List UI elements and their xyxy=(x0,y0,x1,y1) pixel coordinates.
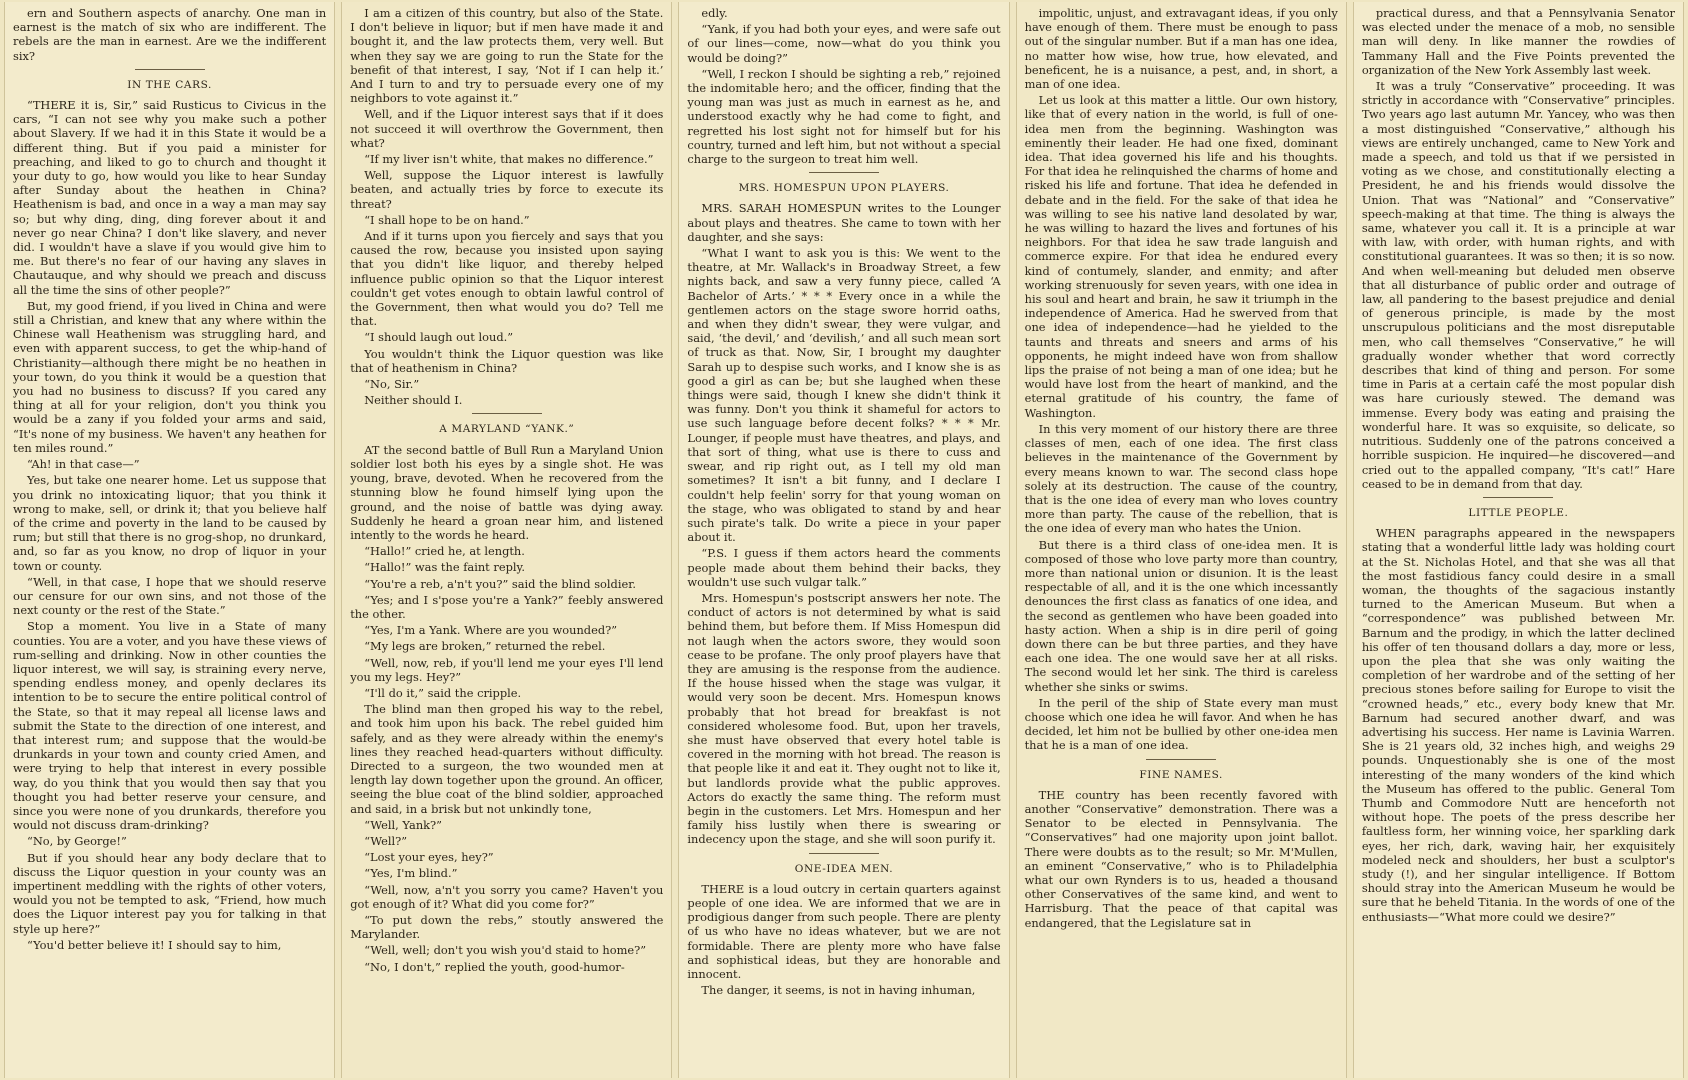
paragraph: “No, Sir.” xyxy=(364,377,420,392)
heading-block xyxy=(687,172,1000,195)
paragraph: “What I want to ask you is this: We went to the theatre, at Mr. Wallack's in Broadway Street, a few nights back, and saw a very funny piece, called ‘A Bachelor of Arts.’ * * * Every once in a while the gentlemen actors on the stage swore horrid oaths, and when they didn't swear, they were vulgar, and said, ‘the devil,’ and ‘devilish,’ and all such mean sort of truck as that. Now, Sir, I brought my daughter Sarah up to despise such works, and I know she is as good a girl as can be; but she laughed when these things were said, though I knew she didn't think it was funny. Don't you think it shameful for actors to use such language before decent folks? * * * Mr. Lounger, if people must have theatres, and plays, and that sort of thing, what use is there to cuss and swear, and rip right out, as I tell my old man sometimes? It isn't a bit funny, and I declare I couldn't help feelin' sorry for that young woman on the stage, who was obligated to stand by and hear such pirate's talk. Do write a piece in your paper about it. xyxy=(687,246,1001,545)
heading-rule xyxy=(135,69,205,70)
paragraph: “Well, now, a'n't you sorry you came? Haven't you got enough of it? What did you come for?” xyxy=(350,882,664,911)
paragraph: “No, by George!” xyxy=(27,834,127,849)
paragraph: “Well, now, reb, if you'll lend me your eyes I'll lend you my legs. Hey?” xyxy=(350,655,664,684)
paragraph: Neither should I. xyxy=(364,393,463,408)
heading-rule xyxy=(1146,759,1216,760)
paragraph: Stop a moment. You live in a State of many counties. You are a voter, and you have these views of rum-selling and drinking. Now in other counties the liquor interest, we will say, is straining every nerve, spending endless money, and openly declares its intention to be to secure the entire political control of the State, so that it may repeal all license laws and submit the State to the direction of one interest, and that interest rum; and suppose that the would-be drunkards in your town and county cried Amen, and were trying to help that interest in every possible way, do you think that you would then say that you thought you had better reserve your censure, and since you were none of you drunkards, therefore you would not discuss dram-drinking? xyxy=(13,619,327,833)
paragraph: Well, and if the Liquor interest says that if it does not succeed it will overthrow the Government, then what? xyxy=(350,107,664,150)
heading-block xyxy=(1362,497,1675,520)
paragraph: “THERE it is, Sir,” said Rusticus to Civicus in the cars, “I can not see why you make such a pother about Slavery. If we had it in this State it would be a different thing. But if you paid a minister for preaching, and liked to go to church and thought it your duty to go, how would you like to hear Sunday after Sunday about the heathen in China? Heathenism is bad, and once in a way a man may say so; but why ding, ding, ding forever about it and never go near China? I don't like slavery, and never did. I wouldn't have a slave if you would give him to me. But there's no fear of our having any slaves in Chautauque, and why should we preach and discuss all the time the sins of other people?” xyxy=(13,98,327,297)
paragraph: WHEN paragraphs appeared in the newspapers stating that a wonderful little lady was holding court at the St. Nicholas Hotel, and that she was all that the most fastidious fancy could desire in a small woman, the thoughts of the sagacious instantly turned to the American Museum. But when a “correspondence” was published between Mr. Barnum and the prodigy, in which the latter declined his offer of ten thousand dollars a day, more or less, upon the plea that she was only waiting the completion of her wardrobe and of the setting of her precious stones before sailing for Europe to visit the “crowned heads,” etc., every body knew that Mr. Barnum had secured another dwarf, and was advertising his success. Her name is Lavinia Warren. She is 21 years old, 32 inches high, and weighs 29 pounds. Unquestionably she is one of the most interesting of the many wonders of the kind which the Museum has offered to the public. General Tom Thumb and Commodore Nutt are henceforth not without hope. The poets of the press describe her faultless form, her winning voice, her sparkling dark eyes, her rich, dark, waving hair, her exquisitely modeled neck and shoulders, her bust a sculptor's study (!), and her singular intelligence. If Bottom should stray into the American Museum he would be sure that he beheld Titania. In the words of one of the enthusiasts—“What more could we desire?” xyxy=(1361,526,1676,924)
heading-block xyxy=(13,69,326,92)
article-heading: MRS. HOMESPUN UPON PLAYERS. xyxy=(738,182,950,195)
paragraph: Yes, but take one nearer home. Let us suppose that you drink no intoxicating liquor; that you think it wrong to make, sell, or drink it; that you believe half of the crime and poverty in the land to be caused by rum; but still that there is no grog-shop, no drunkard, and, so far as you know, no drop of liquor in your town or county. xyxy=(13,473,327,573)
paragraph: “Yes, I'm blind.” xyxy=(364,866,458,881)
paragraph: The blind man then groped his way to the rebel, and took him upon his back. The rebel guided him safely, and as they were already within the enemy's lines they reached head-quarters without difficulty. Directed to a surgeon, the two wounded men at length lay down together upon the ground. An officer, seeing the blue coat of the blind soldier, approached and said, in a brisk but not unkindly tone, xyxy=(350,702,664,816)
paragraph: “If my liver isn't white, that makes no difference.” xyxy=(364,152,654,167)
column-5 xyxy=(1353,2,1684,1078)
paragraph: “Well, Yank?” xyxy=(364,817,442,832)
column-1 xyxy=(4,2,335,1078)
heading-rule xyxy=(1483,497,1553,498)
paragraph: In this very moment of our history there are three classes of men, each of one idea. The first class believes in the maintenance of the Government by every means known to war. The second class hope solely at its destruction. The cause of the country, that is the one idea of every man who loves country more than party. The cause of the rebellion, that is the one idea of every man who hates the Union. xyxy=(1024,421,1338,536)
paragraph: “Hallo!” cried he, at length. xyxy=(364,544,525,559)
paragraph: The danger, it seems, is not in having inhuman, xyxy=(701,983,976,998)
article-heading: LITTLE PEOPLE. xyxy=(1468,506,1569,519)
paragraph: And if it turns upon you fiercely and says that you caused the row, because you insisted upon saying that you didn't like liquor, and thereby helped influence public opinion so that the Liquor interest couldn't get votes enough to obtain lawful control of the Government, then what would you do? Tell me that. xyxy=(350,229,664,329)
paragraph: “Yes, I'm a Yank. Where are you wounded?” xyxy=(364,623,618,638)
paragraph: “Well, in that case, I hope that we should reserve our censure for our own sins, and not those of the next county or the rest of the State.” xyxy=(13,574,327,618)
heading-rule xyxy=(809,853,879,854)
paragraph: “My legs are broken,” returned the rebel. xyxy=(364,639,606,654)
paragraph: “I'll do it,” said the cripple. xyxy=(364,685,522,700)
paragraph: I am a citizen of this country, but also of the State. I don't believe in liquor; but if men have made it and bought it, and the law protects them, very well. But when they say we are going to run the State for the benefit of that interest, I say, ‘Not if I can help it.’ And I turn to and try to persuade every one of my neighbors to vote against it.” xyxy=(350,6,664,106)
paragraph: THERE is a loud outcry in certain quarters against people of one idea. We are informed that we are in prodigious danger from such people. There are plenty of us who have no ideas whatever, but we are not formidable. There are plenty more who have false and sophistical ideas, but they are honorable and innocent. xyxy=(687,881,1001,981)
paragraph: impolitic, unjust, and extravagant ideas, if you only have enough of them. There must be enough to pass out of the singular number. But if a man has one idea, no matter how wise, how true, how elevated, and beneficent, he is a nuisance, a pest, and, in short, a man of one idea. xyxy=(1024,6,1338,92)
paragraph: ern and Southern aspects of anarchy. One man in earnest is the match of six who are indifferent. The rebels are the man in earnest. Are we the indifferent six? xyxy=(13,6,327,63)
paragraph: edly. xyxy=(701,6,728,20)
article-heading: IN THE CARS. xyxy=(127,78,212,91)
article-heading: FINE NAMES. xyxy=(1139,768,1223,781)
paragraph: “Well?” xyxy=(364,833,408,848)
column-2 xyxy=(341,2,672,1078)
paragraph: “Yes; and I s'pose you're a Yank?” feebly answered the other. xyxy=(350,592,664,621)
paragraph: But there is a third class of one-idea men. It is composed of those who love party more than country, more than national union or disunion. It is the least respectable of all, and it is the one which incessantly denounces the first class as fanatics of one idea, and the second as gentlemen who have been goaded into hasty action. When a ship is in dire peril of going down there can be but three parties, and they have each one idea. The one would save her at all risks. The second would let her sink. The third is careless whether she sinks or swims. xyxy=(1024,537,1338,694)
article-heading: ONE-IDEA MEN. xyxy=(794,862,894,875)
heading-block xyxy=(1025,759,1338,782)
heading-block xyxy=(687,853,1000,876)
paragraph: Mrs. Homespun's postscript answers her note. The conduct of actors is not determined by what is said behind them, but before them. If Miss Homespun did not laugh when the actors swore, they would soon cease to be profane. The only proof players have that they are amusing is the response from the audience. If the house hissed when the stage was vulgar, it would very soon be decent. Mrs. Homespun knows probably that hot bread for breakfast is not considered wholesome food. But, upon her travels, she must have observed that every hotel table is covered in the morning with hot bread. The reason is that people like it and eat it. They ought not to like it, but landlords provide what the public approves. Actors do exactly the same thing. The reform must begin in the customers. Let Mrs. Homespun and her family hiss lustily when there is swearing or indecency upon the stage, and she will soon purify it. xyxy=(687,590,1001,847)
article-heading: A MARYLAND “YANK.” xyxy=(439,423,575,436)
paragraph: practical duress, and that a Pennsylvania Senator was elected under the menace of a mob, no sensible man will deny. In like manner the rowdies of Tammany Hall and the Five Points prevented the organization of the New York Assembly last week. xyxy=(1361,6,1676,77)
paragraph: MRS. SARAH HOMESPUN writes to the Lounger about plays and theatres. She came to town with her daughter, and she says: xyxy=(687,201,1001,244)
heading-rule xyxy=(809,172,879,173)
column-3 xyxy=(678,2,1009,1078)
paragraph: But if you should hear any body declare that to discuss the Liquor question in your county was an impertinent meddling with the rights of other voters, would you not be tempted to ask, “Friend, how much does the Liquor interest pay you for talking in that style up here?” xyxy=(13,850,327,936)
column-4 xyxy=(1016,2,1347,1078)
heading-block xyxy=(350,413,663,436)
heading-rule xyxy=(472,413,542,414)
paragraph: “You'd better believe it! I should say to him, xyxy=(27,937,282,952)
paragraph: In the peril of the ship of State every man must choose which one idea he will favor. And when he has decided, let him not be bullied by other one-idea men that he is a man of one idea. xyxy=(1024,695,1338,753)
paragraph: “Lost your eyes, hey?” xyxy=(364,850,494,865)
paragraph: It was a truly “Conservative” proceeding. It was strictly in accordance with “Conservative” principles. Two years ago last autumn Mr. Yancey, who was then a most distinguished “Conservative,” although his views are entirely unchanged, came to New York and made a speech, and told us that if we persisted in voting as we chose, and constitutionally electing a President, he and his friends would dissolve the Union. That was “National” and “Conservative” speech-making at that time. The thing is always the same, whatever you call it. It is a principle at war with law, with order, with human rights, and with constitutional guarantees. It was so then; it is so now. And when well-meaning but deluded men observe that all disturbance of public order and outrage of law, all pandering to the basest prejudice and denial of generous principle, is made by the most unscrupulous politicians and the most disreputable men, who call themselves “Conservative,” he will gradually wonder whether that word correctly describes that kind of thing and person. For some time in Paris at a certain café the most popular dish was hare curiously stewed. The demand was immense. Every body was eating and praising the wonderful hare. It was so exquisite, so delicate, so nutritious. Suddenly one of the patrons conceived a horrible suspicion. He inquired—he discovered—and cried out to the appalled company, “It's cat!” Hare ceased to be in demand from that day. xyxy=(1361,79,1676,491)
paragraph: “Yank, if you had both your eyes, and were safe out of our lines—come, now—what do you think you would be doing?” xyxy=(687,22,1001,65)
paragraph: “You're a reb, a'n't you?” said the blind soldier. xyxy=(364,576,637,591)
paragraph: THE country has been recently favored with another “Conservative” demonstration. There was a Senator to be elected in Pennsylvania. The “Conservatives” had one majority upon joint ballot. There were doubts as to the result; so Mr. M'Mullen, an eminent “Conservative,” who is to Philadelphia what our own Rynders is to us, headed a thousand other Conservatives of the same kind, and went to Harrisburg. That the peace of that capital was endangered, that the Legislature sat in xyxy=(1024,787,1338,930)
paragraph: AT the second battle of Bull Run a Maryland Union soldier lost both his eyes by a single shot. He was young, brave, devoted. When he recovered from the stunning blow he found himself lying upon the ground, and the noise of battle was dying away. Suddenly he heard a groan near him, and listened intently to the words he heard. xyxy=(350,442,664,542)
paragraph: You wouldn't think the Liquor question was like that of heathenism in China? xyxy=(350,346,664,375)
paragraph: But, my good friend, if you lived in China and were still a Christian, and knew that any where within the Chinese wall Heathenism was struggling hard, and even with apparent success, to get the whip-hand of Christianity—although there might be no heathen in your town, do you think it would be a question that you had no business to discuss? If you cared any thing at all for your religion, don't you think you would be a zany if you folded your arms and said, “It's none of my business. We haven't any heathen for ten miles round.” xyxy=(13,298,327,455)
paragraph: “Well, I reckon I should be sighting a reb,” rejoined the indomitable hero; and the officer, finding that the young man was just as much in earnest as he, and understood exactly why he had come to fight, and regretted his lost sight not for himself but for his country, turned and left him, but not without a special charge to the surgeon to treat him well. xyxy=(687,66,1001,167)
paragraph: “Hallo!” was the faint reply. xyxy=(364,560,526,575)
paragraph: “To put down the rebs,” stoutly answered the Marylander. xyxy=(350,912,664,942)
paragraph: “No, I don't,” replied the youth, good-humor- xyxy=(364,959,625,974)
paragraph: “P.S. I guess if them actors heard the comments people made about them behind their backs, they wouldn't use such vulgar talk.” xyxy=(687,546,1001,589)
paragraph: “Well, well; don't you wish you'd staid to home?” xyxy=(364,943,647,958)
paragraph: “Ah! in that case—” xyxy=(27,457,140,472)
paragraph: Let us look at this matter a little. Our own history, like that of every nation in the world, is full of one-idea men from the beginning. Washington was eminently their leader. He had one fixed, dominant idea. That idea governed his life and his thoughts. For that idea he relinquished the charms of home and risked his life and fortune. That idea he defended in debate and in the field. For the sake of that idea he was willing to see his native land desolated by war, he was willing to hazard the lives and fortunes of his neighbors. For that idea he saw trade languish and commerce expire. For that idea he endured every kind of contumely, slander, and enmity; and after working strenuously for seven years, with one idea in his soul and heart and brain, he saw it triumph in the independence of America. Had he swerved from that one idea of independence—had he yielded to the taunts and threats and sneers and arms of his opponents, he might indeed have won from shallow lips the praise of not being a man of one idea; but he would have lost from the heart of mankind, and the eternal gratitude of his country, the fame of Washington. xyxy=(1024,93,1338,420)
paragraph: Well, suppose the Liquor interest is lawfully beaten, and actually tries by force to execute its threat? xyxy=(350,168,664,211)
paragraph: “I shall hope to be on hand.” xyxy=(364,212,530,227)
paragraph: “I should laugh out loud.” xyxy=(364,330,514,345)
